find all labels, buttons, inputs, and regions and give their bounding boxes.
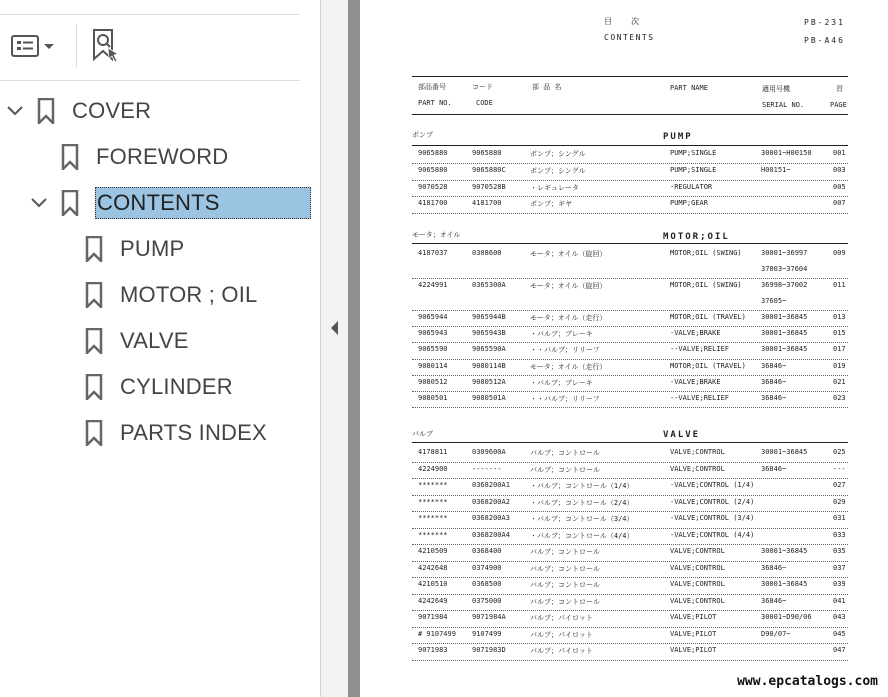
cell-code: 0368400: [472, 547, 502, 555]
cell-page: 003: [833, 165, 846, 174]
bookmark-icon: [37, 98, 55, 124]
cell-name-jp: バルブ；コントロール: [530, 564, 600, 573]
cell-name-en: -VALVE;CONTROL (4/4): [670, 530, 755, 539]
cell-name-en: PUMP;SINGLE: [670, 165, 717, 174]
col-part-name: PART NAME: [670, 84, 708, 92]
cell-name-en: VALVE;CONTROL: [670, 596, 725, 605]
cell-serial: H00151~: [761, 165, 791, 174]
cell-part: 4181700: [418, 199, 448, 208]
row-divider: [412, 478, 848, 479]
cell-code: 9065590A: [472, 345, 506, 354]
cell-page: 025: [833, 448, 846, 456]
cell-code: 4181700: [472, 199, 502, 208]
cell-page: 035: [833, 547, 846, 555]
cell-code: 9071983D: [472, 646, 506, 654]
cell-name-jp: ポンプ；シングル: [530, 166, 586, 175]
bookmark-parts-index[interactable]: [0, 413, 300, 453]
cell-page: 011: [833, 281, 846, 289]
cell-name-jp: バルブ；コントロール: [530, 465, 600, 474]
cell-part: 9065944: [418, 313, 448, 321]
cell-page: 009: [833, 249, 846, 257]
cell-part: 4224900: [418, 464, 448, 473]
cell-page: 013: [833, 313, 846, 321]
cell-part: *******: [418, 481, 448, 489]
cell-name-en: -VALVE;BRAKE: [670, 377, 721, 386]
row-divider: [412, 495, 848, 496]
cell-name-en: -VALVE;BRAKE: [670, 329, 721, 338]
cell-name-en: MOTOR;OIL (SWING): [670, 249, 742, 257]
cell-page: 029: [833, 497, 846, 506]
cell-part: 9065590: [418, 345, 448, 354]
bookmark-cover[interactable]: [0, 91, 300, 131]
cell-serial: 30001~H00150: [761, 149, 812, 157]
cell-serial: 36846~: [761, 563, 787, 572]
section-title-jp: バルブ: [412, 430, 433, 438]
cell-name-jp: ・・バルブ；リリーフ: [530, 346, 600, 355]
bookmark-icon: [61, 190, 79, 216]
cell-name-jp: バルブ；コントロール: [530, 597, 600, 606]
cell-page: 047: [833, 646, 846, 654]
cell-serial: 30001~36845: [761, 448, 808, 456]
cell-code: 9070528B: [472, 182, 506, 191]
cell-page: 023: [833, 394, 846, 402]
cell-page: 033: [833, 530, 846, 539]
cell-part: *******: [418, 514, 448, 522]
panel-splitter[interactable]: [320, 0, 348, 697]
cell-page: 045: [833, 629, 846, 638]
cell-serial: 36846~: [761, 596, 787, 605]
section-title-en: MOTOR;OIL: [663, 232, 730, 242]
chevron-down-icon[interactable]: [5, 101, 25, 121]
cell-name-jp: ポンプ；ギヤ: [530, 200, 572, 209]
cell-name-jp: バルブ；コントロール: [530, 581, 600, 589]
cell-code: 9080512A: [472, 377, 506, 386]
cell-code: 0368200A4: [472, 530, 510, 539]
bookmark-label: MOTOR ; OIL: [120, 282, 258, 307]
cell-name-en: --VALVE;RELIEF: [670, 345, 730, 354]
row-divider: [412, 326, 848, 327]
chevron-down-icon: [42, 34, 56, 58]
cell-name-jp: モータ；オイル（走行）: [530, 362, 607, 371]
header-code-1: PB-231: [804, 18, 845, 27]
row-divider: [412, 407, 848, 408]
bookmark-foreword[interactable]: [0, 137, 300, 177]
cell-part: 9080114: [418, 361, 448, 370]
cell-name-jp: ・バルブ；ブレーキ: [530, 378, 593, 387]
section-title-jp: モータ；オイル: [412, 231, 461, 239]
row-divider: [412, 278, 848, 279]
row-divider: [412, 610, 848, 611]
cell-part: 9070528: [418, 182, 448, 191]
cell-name-en: -VALVE;CONTROL (3/4): [670, 514, 755, 522]
cell-code: 0368500: [472, 580, 502, 588]
cell-part: 4178811: [418, 448, 448, 456]
cell-serial: 36846~: [761, 394, 787, 402]
cell-part: 4224991: [418, 281, 448, 289]
cell-page: 015: [833, 329, 846, 338]
toolbar-separator: [76, 24, 77, 68]
cell-name-jp: ・・バルブ；リリーフ: [530, 395, 600, 403]
cell-name-jp: モータ；オイル（走行）: [530, 314, 607, 322]
cell-part: 9071983: [418, 646, 448, 654]
toolbar-bottom-divider: [0, 80, 300, 81]
cell-serial: 30001~36997: [761, 249, 808, 257]
cell-part: 4210509: [418, 547, 448, 555]
cell-serial: 36846~: [761, 377, 787, 386]
header-top-rule: [412, 76, 848, 77]
row-divider: [412, 375, 848, 376]
cell-part: 9071984: [418, 613, 448, 621]
header-title-jp: 目 次: [604, 17, 640, 26]
cell-page: 039: [833, 580, 846, 588]
cell-name-en: MOTOR;OIL (TRAVEL): [670, 361, 746, 370]
section-rule: [412, 243, 848, 244]
cell-code: 9071984A: [472, 613, 506, 621]
document-page[interactable]: [360, 0, 888, 697]
cell-name-jp: ・バルブ；コントロール（1/4）: [530, 482, 634, 490]
cell-page: ---: [833, 464, 846, 473]
cell-part: 9080501: [418, 394, 448, 402]
cell-page: 005: [833, 182, 846, 191]
col-serial-jp: 適用号機: [762, 85, 790, 93]
bookmark-pump[interactable]: [0, 229, 300, 269]
cell-page: 031: [833, 514, 846, 522]
cell-name-en: -VALVE;CONTROL (2/4): [670, 497, 755, 506]
bookmark-icon: [85, 236, 103, 262]
bookmark-label: CONTENTS: [95, 187, 311, 219]
cell-name-jp: バルブ；パイロット: [530, 647, 593, 655]
options-menu-button[interactable]: [10, 30, 56, 62]
cell-name-jp: ポンプ；シングル: [530, 150, 586, 158]
col-page-en: PAGE: [830, 101, 847, 109]
cell-page: 043: [833, 613, 846, 621]
row-divider: [412, 462, 848, 463]
row-divider: [412, 511, 848, 512]
cell-code: 0365300A: [472, 281, 506, 289]
cell-serial: D90/07~: [761, 629, 791, 638]
bookmark-valve[interactable]: [0, 321, 300, 361]
bookmark-icon: [85, 282, 103, 308]
bookmark-icon: [61, 144, 79, 170]
cell-name-jp: バルブ；パイロット: [530, 630, 593, 639]
cell-code: 0309600A: [472, 448, 506, 456]
cell-part: 9065943: [418, 329, 448, 338]
cell-part: *******: [418, 497, 448, 506]
cell-name-jp: ・バルブ；コントロール（3/4）: [530, 515, 634, 523]
cell-serial: 30001~36845: [761, 313, 808, 321]
section-rule: [412, 145, 848, 146]
cell-code: 0308600: [472, 249, 502, 257]
cell-code: 0374900: [472, 563, 502, 572]
cell-name-jp: ・バルブ；コントロール（4/4）: [530, 531, 634, 540]
find-bookmark-button[interactable]: [88, 27, 124, 65]
section-title-en: PUMP: [663, 132, 693, 142]
bookmark-icon: [85, 420, 103, 446]
row-divider: [412, 310, 848, 311]
cell-serial: 30001~36845: [761, 329, 808, 338]
bookmark-cylinder[interactable]: [0, 367, 300, 407]
cell-name-jp: ・バルブ；ブレーキ: [530, 330, 593, 339]
col-part-no-en: PART NO.: [418, 99, 452, 107]
cell-part: *******: [418, 530, 448, 539]
row-divider: [412, 594, 848, 595]
row-divider: [412, 342, 848, 343]
cell-part: 9065880: [418, 149, 448, 157]
cell-code: 9065880C: [472, 165, 506, 174]
cell-name-en: VALVE;PILOT: [670, 629, 717, 638]
row-divider: [412, 528, 848, 529]
cell-page: 001: [833, 149, 846, 157]
cell-name-en: --VALVE;RELIEF: [670, 394, 730, 402]
row-divider: [412, 213, 848, 214]
cell-page: 041: [833, 596, 846, 605]
cell-name-jp: モータ；オイル（旋回）: [530, 250, 607, 258]
cell-serial-2: 37605~: [761, 297, 787, 305]
cell-name-en: MOTOR;OIL (SWING): [670, 281, 742, 289]
panel-top-divider: [0, 14, 300, 15]
bookmark-label: COVER: [72, 98, 152, 123]
row-divider: [412, 643, 848, 644]
bookmark-search-icon: [88, 27, 124, 65]
bookmark-contents[interactable]: [0, 183, 312, 223]
cell-code: 0368200A3: [472, 514, 510, 522]
cell-serial-2: 37003~37604: [761, 265, 808, 273]
bookmark-label: VALVE: [120, 328, 189, 353]
row-divider: [412, 359, 848, 360]
cell-name-en: VALVE;CONTROL: [670, 580, 725, 588]
watermark-url: www.epcatalogs.com: [737, 674, 878, 689]
cell-name-en: MOTOR;OIL (TRAVEL): [670, 313, 746, 321]
cell-code: 0368200A1: [472, 481, 510, 489]
cell-name-en: PUMP;SINGLE: [670, 149, 717, 157]
cell-name-jp: モータ；オイル（旋回）: [530, 282, 607, 290]
cell-page: 017: [833, 345, 846, 354]
cell-part: # 9107499: [418, 629, 456, 638]
col-code-jp: コード: [472, 83, 493, 91]
cell-code: 0368200A2: [472, 497, 510, 506]
cell-name-en: PUMP;GEAR: [670, 199, 708, 208]
col-page-jp: 頁: [836, 85, 843, 93]
bookmark-label: PARTS INDEX: [120, 420, 267, 445]
cell-name-en: VALVE;PILOT: [670, 613, 717, 621]
col-name-jp: 部 品 名: [532, 83, 562, 91]
cell-part: 4242649: [418, 596, 448, 605]
cell-part: 4210510: [418, 580, 448, 588]
list-options-icon: [10, 34, 42, 58]
row-divider: [412, 561, 848, 562]
cell-page: 021: [833, 377, 846, 386]
cell-part: 4187037: [418, 249, 448, 257]
row-divider: [412, 196, 848, 197]
cell-code: 0375000: [472, 596, 502, 605]
cell-serial: 36998~37002: [761, 281, 808, 289]
cell-page: 027: [833, 481, 846, 489]
cell-name-en: -VALVE;CONTROL (1/4): [670, 481, 755, 489]
cell-serial: 36846~: [761, 361, 787, 370]
cell-code: 9065943B: [472, 329, 506, 338]
cell-name-en: VALVE;CONTROL: [670, 448, 725, 456]
bookmark-label: PUMP: [120, 236, 185, 261]
collapse-panel-icon[interactable]: [329, 320, 339, 336]
cell-name-jp: バルブ；パイロット: [530, 614, 593, 622]
row-divider: [412, 660, 848, 661]
header-bottom-rule: [412, 114, 848, 115]
bookmark-label: CYLINDER: [120, 374, 233, 399]
cell-name-en: VALVE;CONTROL: [670, 547, 725, 555]
cell-code: 9065880: [472, 149, 502, 157]
row-divider: [412, 544, 848, 545]
chevron-down-icon[interactable]: [29, 193, 49, 213]
cell-part: 4242648: [418, 563, 448, 572]
cell-page: 019: [833, 361, 846, 370]
header-code-2: PB-A46: [804, 36, 845, 45]
cell-serial: 30001~36845: [761, 580, 808, 588]
bookmark-icon: [85, 374, 103, 400]
cell-code: 9080114B: [472, 361, 506, 370]
cell-code: 9065944B: [472, 313, 506, 321]
cell-name-en: VALVE;CONTROL: [670, 563, 725, 572]
row-divider: [412, 627, 848, 628]
cell-name-en: VALVE;PILOT: [670, 646, 717, 654]
cell-name-jp: バルブ；コントロール: [530, 449, 600, 457]
bookmark-motor-oil[interactable]: [0, 275, 300, 315]
row-divider: [412, 391, 848, 392]
cell-name-jp: ・バルブ；コントロール（2/4）: [530, 498, 634, 507]
bookmark-icon: [85, 328, 103, 354]
cell-code: -------: [472, 464, 502, 473]
cell-serial: 30001~D90/06: [761, 613, 812, 621]
section-title-en: VALVE: [663, 430, 701, 440]
cell-name-en: VALVE;CONTROL: [670, 464, 725, 473]
document-canvas-background: [348, 0, 360, 697]
col-code-en: CODE: [476, 99, 493, 107]
cell-name-jp: バルブ；コントロール: [530, 548, 600, 556]
section-title-jp: ポンプ: [412, 131, 433, 139]
cell-code: 9080501A: [472, 394, 506, 402]
cell-page: 007: [833, 199, 846, 208]
row-divider: [412, 180, 848, 181]
col-serial-en: SERIAL NO.: [762, 101, 805, 109]
bookmarks-panel: [0, 0, 320, 697]
row-divider: [412, 577, 848, 578]
cell-name-en: -REGULATOR: [670, 182, 713, 191]
col-part-no-jp: 部品番号: [418, 83, 446, 91]
cell-serial: 36846~: [761, 464, 787, 473]
row-divider: [412, 163, 848, 164]
header-title-en: CONTENTS: [604, 33, 655, 42]
bookmark-label: FOREWORD: [96, 144, 229, 169]
cell-serial: 30001~36845: [761, 547, 808, 555]
cell-part: 9065880: [418, 165, 448, 174]
section-rule: [412, 442, 848, 443]
cell-part: 9080512: [418, 377, 448, 386]
cell-name-jp: ・レギュレータ: [530, 183, 579, 192]
cell-page: 037: [833, 563, 846, 572]
cell-code: 9107499: [472, 629, 502, 638]
cell-serial: 30001~36845: [761, 345, 808, 354]
